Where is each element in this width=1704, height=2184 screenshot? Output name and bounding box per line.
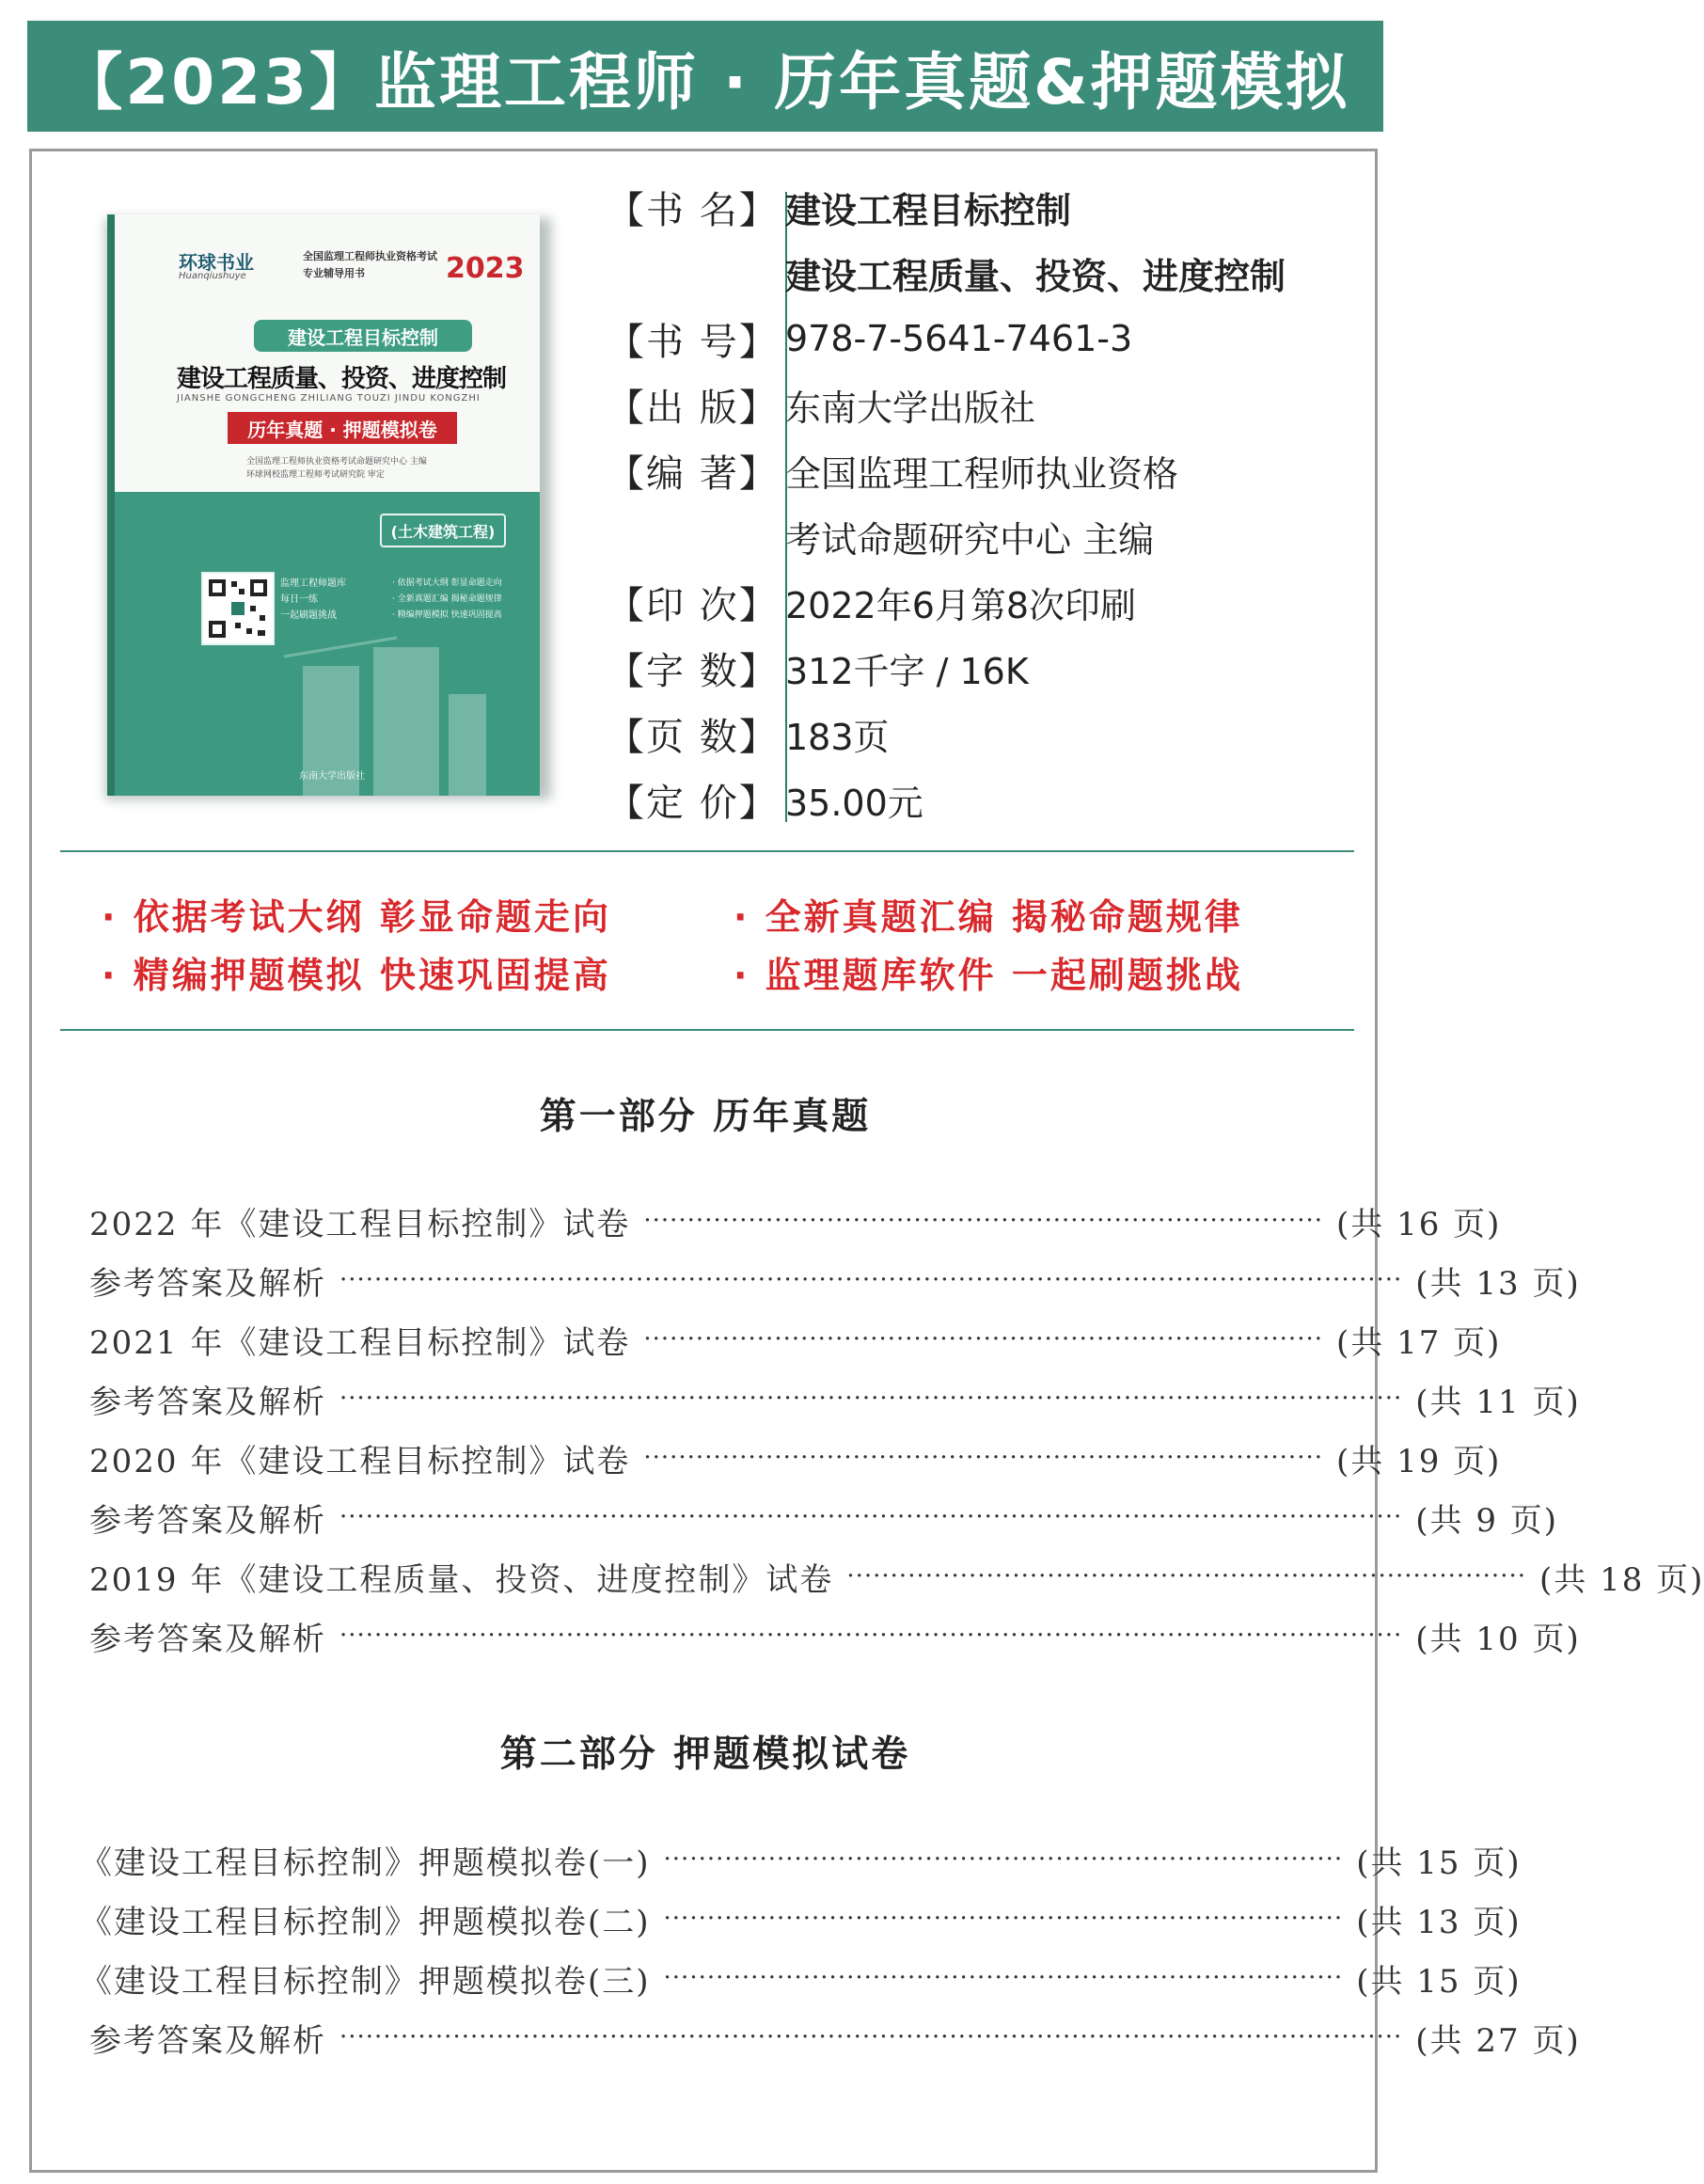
toc-title: 参考答案及解析 [89, 1620, 326, 1658]
cover-qr-line: 一起刷题挑战 [280, 610, 337, 621]
info-label: 【编 著】 [607, 451, 779, 496]
banner-title: 【2023】监理工程师 · 历年真题&押题模拟 [60, 45, 1350, 119]
toc-pages: (共 13 页) [1356, 1903, 1522, 1941]
toc-row [89, 1374, 1581, 1423]
info-row-subtitle [607, 245, 1286, 301]
info-row-title [607, 179, 1071, 235]
toc-pages: (共 10 页) [1415, 1620, 1581, 1658]
toc-leader: ·············································································· [663, 1845, 1344, 1874]
toc-leader: ·············································································· [846, 1562, 1526, 1591]
qr-code-icon [201, 572, 275, 645]
info-label: 【字 数】 [607, 649, 779, 693]
cover-qr-line: 监理工程师题库 [280, 578, 346, 589]
toc-row [80, 1835, 1522, 1884]
toc-row [89, 1315, 1502, 1364]
cover-pinyin: JIANSHE GONGCHENG ZHILIANG TOUZI JINDU KONGZHI [177, 393, 481, 404]
info-label: 【页 数】 [607, 715, 779, 759]
info-value: 东南大学出版社 [785, 387, 1036, 429]
toc-leader: ·············································································· [643, 1325, 1323, 1353]
cover-red-label: 历年真题 · 押题模拟卷 [228, 412, 457, 444]
toc-row [89, 1611, 1581, 1660]
toc-leader: ·························································································································· [339, 1385, 1403, 1413]
info-row-pages [607, 705, 890, 762]
toc-leader: ·············································································· [643, 1444, 1323, 1472]
info-label: 【定 价】 [607, 781, 779, 825]
cover-bullet: · 全新真题汇编 揭秘命题规律 [392, 594, 502, 604]
toc-title: 2019 年《建设工程质量、投资、进度控制》试卷 [89, 1560, 834, 1599]
toc-pages: (共 16 页) [1336, 1205, 1502, 1243]
info-value: 35.00元 [785, 782, 923, 824]
toc-leader: ·············································································· [663, 1905, 1344, 1933]
toc-title: 《建设工程目标控制》押题模拟卷(三) [80, 1962, 651, 2001]
feature-item: · 全新真题汇编 揭秘命题规律 [734, 896, 1243, 938]
toc-row [89, 1196, 1502, 1245]
toc-row [89, 1433, 1502, 1482]
toc-leader: ·························································································································· [339, 1266, 1403, 1294]
toc-leader: ·························································································································· [339, 1622, 1403, 1650]
info-label: 【出 版】 [607, 386, 779, 430]
cover-brand-sub: Huanqiushuye [179, 271, 246, 281]
info-value: 建设工程质量、投资、进度控制 [785, 255, 1286, 297]
info-row-wordcount [607, 640, 1029, 696]
toc-title: 《建设工程目标控制》押题模拟卷(二) [80, 1903, 651, 1941]
part1-title: 第一部分 历年真题 [539, 1096, 872, 1138]
cover-subtitle: (土木建筑工程) [380, 514, 506, 547]
feature-item: · 精编押题模拟 快速巩固提高 [102, 955, 611, 996]
info-value: 2022年6月第8次印刷 [785, 584, 1137, 626]
toc-leader: ·············································································· [663, 1964, 1344, 1992]
toc-title: 参考答案及解析 [89, 2021, 326, 2060]
toc-row [89, 1256, 1581, 1305]
toc-row [80, 1954, 1522, 2002]
cover-year: 2023 [446, 252, 525, 285]
toc-title: 参考答案及解析 [89, 1264, 326, 1303]
toc-pages: (共 13 页) [1415, 1264, 1581, 1303]
info-row-printing [607, 574, 1136, 630]
toc-leader: ·············································································· [643, 1207, 1323, 1235]
toc-row [89, 1552, 1704, 1601]
info-label: 【书 号】 [607, 320, 779, 364]
cover-bullets [392, 576, 502, 624]
info-value: 建设工程目标控制 [785, 189, 1072, 231]
info-value: 978-7-5641-7461-3 [785, 318, 1133, 359]
toc-pages: (共 9 页) [1415, 1501, 1559, 1540]
cover-bullet: · 精编押题模拟 快速巩固提高 [392, 610, 502, 620]
info-value: 312千字 / 16K [785, 650, 1029, 692]
info-row-isbn [607, 310, 1132, 367]
toc-pages: (共 11 页) [1415, 1383, 1581, 1421]
book-cover-image [115, 214, 540, 796]
cover-publisher: 东南大学出版社 [299, 771, 365, 782]
info-label: 【印 次】 [607, 583, 779, 627]
cover-bullet: · 依据考试大纲 彰显命题走向 [392, 578, 502, 588]
cover-editor-line: 环球网校监理工程师考试研究院 审定 [246, 470, 385, 480]
cover-title: 建设工程质量、投资、进度控制 [177, 365, 507, 393]
info-label: 【书 名】 [607, 188, 779, 232]
toc-title: 参考答案及解析 [89, 1383, 326, 1421]
toc-pages: (共 15 页) [1356, 1962, 1522, 2001]
toc-row [80, 1894, 1522, 1943]
toc-title: 2022 年《建设工程目标控制》试卷 [89, 1205, 631, 1243]
toc-leader: ·························································································································· [339, 1503, 1403, 1531]
info-value: 全国监理工程师执业资格 [785, 452, 1179, 495]
cover-qr-line: 每日一练 [280, 594, 318, 605]
cover-tag: 建设工程目标控制 [254, 320, 472, 352]
toc-pages: (共 27 页) [1415, 2021, 1581, 2060]
toc-title: 《建设工程目标控制》押题模拟卷(一) [80, 1844, 651, 1882]
toc-title: 2021 年《建设工程目标控制》试卷 [89, 1323, 631, 1362]
toc-row [89, 1493, 1559, 1542]
toc-row [89, 2013, 1581, 2062]
feature-item: · 监理题库软件 一起刷题挑战 [734, 955, 1243, 996]
feature-item: · 依据考试大纲 彰显命题走向 [102, 896, 611, 938]
part2-title: 第二部分 押题模拟试卷 [499, 1733, 911, 1776]
info-row-author [607, 442, 1178, 499]
cover-qr-text [280, 576, 346, 624]
info-row-author-2 [607, 508, 1154, 564]
divider-line [60, 850, 1354, 852]
cover-editor [246, 455, 427, 482]
divider-line [60, 1029, 1354, 1031]
toc-title: 参考答案及解析 [89, 1501, 326, 1540]
toc-pages: (共 19 页) [1336, 1442, 1502, 1480]
toc-pages: (共 17 页) [1336, 1323, 1502, 1362]
toc-leader: ·························································································································· [339, 2023, 1403, 2051]
header-banner [27, 21, 1383, 132]
info-value: 183页 [785, 716, 890, 758]
cover-brand: 环球书业 [179, 251, 254, 274]
toc-pages: (共 15 页) [1356, 1844, 1522, 1882]
cover-series: 全国监理工程师执业资格考试专业辅导用书 [303, 250, 437, 279]
toc-title: 2020 年《建设工程目标控制》试卷 [89, 1442, 631, 1480]
cover-editor-line: 全国监理工程师执业资格考试命题研究中心 主编 [246, 457, 427, 467]
toc-pages: (共 18 页) [1539, 1560, 1704, 1599]
info-value: 考试命题研究中心 主编 [785, 518, 1155, 561]
info-row-price [607, 771, 923, 828]
info-row-publisher [607, 376, 1035, 433]
